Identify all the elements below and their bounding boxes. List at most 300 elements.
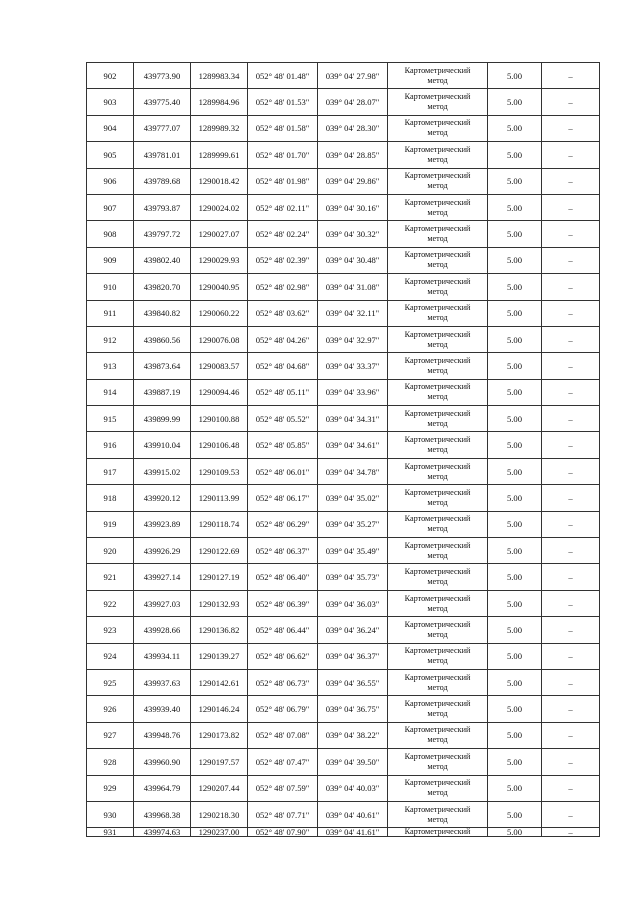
method-cell xyxy=(388,194,488,220)
longitude-cell: 039° 04' 36.37" xyxy=(318,643,388,669)
method-line2: метод xyxy=(427,365,448,375)
longitude-cell: 039° 04' 33.37" xyxy=(318,353,388,379)
method-cell xyxy=(388,326,488,352)
description-cell: – xyxy=(542,300,600,326)
description-cell: – xyxy=(542,590,600,616)
method-cell xyxy=(388,274,488,300)
latitude-cell: 052° 48' 07.90" xyxy=(248,828,318,837)
latitude-cell: 052° 48' 03.62" xyxy=(248,300,318,326)
point-number-cell: 914 xyxy=(87,379,134,405)
x-coordinate-cell: 439960.90 xyxy=(134,749,191,775)
description-cell: – xyxy=(542,194,600,220)
method-cell xyxy=(388,485,488,511)
table-row xyxy=(87,194,600,220)
point-number-cell: 903 xyxy=(87,89,134,115)
longitude-cell: 039° 04' 30.16" xyxy=(318,194,388,220)
description-cell: – xyxy=(542,801,600,827)
method-line1: Картометрический xyxy=(404,197,471,207)
method-line1: Картометрический xyxy=(404,171,471,181)
y-coordinate-cell: 1290207.44 xyxy=(191,775,248,801)
method-cell xyxy=(388,353,488,379)
table-row xyxy=(87,643,600,669)
description-cell: – xyxy=(542,406,600,432)
accuracy-cell: 5.00 xyxy=(488,696,542,722)
table-row xyxy=(87,115,600,141)
table-row xyxy=(87,511,600,537)
longitude-cell: 039° 04' 36.24" xyxy=(318,617,388,643)
latitude-cell: 052° 48' 06.17" xyxy=(248,485,318,511)
y-coordinate-cell: 1289984.96 xyxy=(191,89,248,115)
accuracy-cell: 5.00 xyxy=(488,247,542,273)
longitude-cell: 039° 04' 34.61" xyxy=(318,432,388,458)
method-cell xyxy=(388,406,488,432)
accuracy-cell: 5.00 xyxy=(488,669,542,695)
point-number-cell: 907 xyxy=(87,194,134,220)
latitude-cell: 052° 48' 06.01" xyxy=(248,458,318,484)
description-cell: – xyxy=(542,247,600,273)
method-line1: Картометрический xyxy=(404,725,471,735)
accuracy-cell: 5.00 xyxy=(488,326,542,352)
latitude-cell: 052° 48' 06.40" xyxy=(248,564,318,590)
method-line2: метод xyxy=(427,260,448,270)
accuracy-cell: 5.00 xyxy=(488,353,542,379)
method-line1: Картометрический xyxy=(404,382,471,392)
y-coordinate-cell: 1290094.46 xyxy=(191,379,248,405)
x-coordinate-cell: 439773.90 xyxy=(134,63,191,89)
accuracy-cell: 5.00 xyxy=(488,458,542,484)
point-number-cell: 918 xyxy=(87,485,134,511)
description-cell: – xyxy=(542,538,600,564)
accuracy-cell: 5.00 xyxy=(488,432,542,458)
table-row xyxy=(87,564,600,590)
y-coordinate-cell: 1290027.07 xyxy=(191,221,248,247)
y-coordinate-cell: 1290060.22 xyxy=(191,300,248,326)
method-cell xyxy=(388,63,488,89)
longitude-cell: 039° 04' 35.27" xyxy=(318,511,388,537)
y-coordinate-cell: 1289983.34 xyxy=(191,63,248,89)
table-row xyxy=(87,538,600,564)
table-row xyxy=(87,221,600,247)
method-line2: метод xyxy=(427,788,448,798)
table-row xyxy=(87,775,600,801)
table-row xyxy=(87,828,600,837)
y-coordinate-cell: 1290132.93 xyxy=(191,590,248,616)
x-coordinate-cell: 439910.04 xyxy=(134,432,191,458)
y-coordinate-cell: 1290029.93 xyxy=(191,247,248,273)
table-row xyxy=(87,168,600,194)
x-coordinate-cell: 439860.56 xyxy=(134,326,191,352)
point-number-cell: 920 xyxy=(87,538,134,564)
x-coordinate-cell: 439928.66 xyxy=(134,617,191,643)
latitude-cell: 052° 48' 02.39" xyxy=(248,247,318,273)
method-cell xyxy=(388,115,488,141)
x-coordinate-cell: 439797.72 xyxy=(134,221,191,247)
description-cell: – xyxy=(542,485,600,511)
x-coordinate-cell: 439899.99 xyxy=(134,406,191,432)
point-number-cell: 927 xyxy=(87,722,134,748)
method-line2: метод xyxy=(427,550,448,560)
y-coordinate-cell: 1290146.24 xyxy=(191,696,248,722)
accuracy-cell: 5.00 xyxy=(488,722,542,748)
x-coordinate-cell: 439802.40 xyxy=(134,247,191,273)
point-number-cell: 911 xyxy=(87,300,134,326)
y-coordinate-cell: 1290197.57 xyxy=(191,749,248,775)
point-number-cell: 923 xyxy=(87,617,134,643)
method-cell xyxy=(388,89,488,115)
y-coordinate-cell: 1290237.00 xyxy=(191,828,248,837)
method-line1: Картометрический xyxy=(404,567,471,577)
point-number-cell: 915 xyxy=(87,406,134,432)
y-coordinate-cell: 1290109.53 xyxy=(191,458,248,484)
latitude-cell: 052° 48' 06.73" xyxy=(248,669,318,695)
method-line2: метод xyxy=(427,656,448,666)
method-line1: Картометрический xyxy=(404,92,471,102)
x-coordinate-cell: 439781.01 xyxy=(134,142,191,168)
x-coordinate-cell: 439927.03 xyxy=(134,590,191,616)
table-row xyxy=(87,63,600,89)
table-row xyxy=(87,722,600,748)
description-cell: – xyxy=(542,722,600,748)
method-line1: Картометрический xyxy=(404,355,471,365)
method-line2: метод xyxy=(427,471,448,481)
accuracy-cell: 5.00 xyxy=(488,194,542,220)
method-cell xyxy=(388,221,488,247)
method-line1: Картометрический xyxy=(404,461,471,471)
method-line2: метод xyxy=(427,445,448,455)
longitude-cell: 039° 04' 33.96" xyxy=(318,379,388,405)
table-row xyxy=(87,379,600,405)
method-line1: Картометрический xyxy=(404,593,471,603)
latitude-cell: 052° 48' 01.70" xyxy=(248,142,318,168)
table-row xyxy=(87,247,600,273)
y-coordinate-cell: 1290040.95 xyxy=(191,274,248,300)
latitude-cell: 052° 48' 07.47" xyxy=(248,749,318,775)
accuracy-cell: 5.00 xyxy=(488,749,542,775)
method-line1: Картометрический xyxy=(404,804,471,814)
method-line1: Картометрический xyxy=(404,699,471,709)
method-line2: метод xyxy=(427,181,448,191)
x-coordinate-cell: 439777.07 xyxy=(134,115,191,141)
method-line1: Картометрический xyxy=(404,303,471,313)
table-row xyxy=(87,353,600,379)
point-number-cell: 931 xyxy=(87,828,134,837)
method-line2: метод xyxy=(427,102,448,112)
method-line1: Картометрический xyxy=(404,144,471,154)
method-line1: Картометрический xyxy=(404,619,471,629)
method-line1: Картометрический xyxy=(404,329,471,339)
y-coordinate-cell: 1290018.42 xyxy=(191,168,248,194)
method-line1: Картометрический xyxy=(404,276,471,286)
method-cell xyxy=(388,828,488,837)
longitude-cell: 039° 04' 32.97" xyxy=(318,326,388,352)
longitude-cell: 039° 04' 30.32" xyxy=(318,221,388,247)
method-line2: метод xyxy=(427,207,448,217)
y-coordinate-cell: 1290173.82 xyxy=(191,722,248,748)
point-number-cell: 909 xyxy=(87,247,134,273)
point-number-cell: 922 xyxy=(87,590,134,616)
description-cell: – xyxy=(542,617,600,643)
description-cell: – xyxy=(542,432,600,458)
method-line1: Картометрический xyxy=(404,118,471,128)
table-row xyxy=(87,749,600,775)
latitude-cell: 052° 48' 02.98" xyxy=(248,274,318,300)
x-coordinate-cell: 439927.14 xyxy=(134,564,191,590)
table-row xyxy=(87,590,600,616)
method-cell xyxy=(388,643,488,669)
table-row xyxy=(87,617,600,643)
latitude-cell: 052° 48' 07.59" xyxy=(248,775,318,801)
table-row xyxy=(87,142,600,168)
point-number-cell: 905 xyxy=(87,142,134,168)
longitude-cell: 039° 04' 27.98" xyxy=(318,63,388,89)
method-line1: Картометрический xyxy=(404,827,471,837)
method-cell xyxy=(388,432,488,458)
latitude-cell: 052° 48' 04.68" xyxy=(248,353,318,379)
accuracy-cell: 5.00 xyxy=(488,379,542,405)
coordinates-table xyxy=(86,62,600,837)
longitude-cell: 039° 04' 41.61" xyxy=(318,828,388,837)
y-coordinate-cell: 1290100.88 xyxy=(191,406,248,432)
method-line2: метод xyxy=(427,761,448,771)
point-number-cell: 912 xyxy=(87,326,134,352)
table-row xyxy=(87,300,600,326)
point-number-cell: 925 xyxy=(87,669,134,695)
x-coordinate-cell: 439968.38 xyxy=(134,801,191,827)
longitude-cell: 039° 04' 30.48" xyxy=(318,247,388,273)
latitude-cell: 052° 48' 06.29" xyxy=(248,511,318,537)
accuracy-cell: 5.00 xyxy=(488,564,542,590)
table-row xyxy=(87,432,600,458)
point-number-cell: 910 xyxy=(87,274,134,300)
longitude-cell: 039° 04' 28.30" xyxy=(318,115,388,141)
description-cell: – xyxy=(542,221,600,247)
method-line2: метод xyxy=(427,418,448,428)
method-cell xyxy=(388,247,488,273)
longitude-cell: 039° 04' 31.08" xyxy=(318,274,388,300)
method-line2: метод xyxy=(427,682,448,692)
longitude-cell: 039° 04' 36.03" xyxy=(318,590,388,616)
method-cell xyxy=(388,749,488,775)
method-line1: Картометрический xyxy=(404,751,471,761)
accuracy-cell: 5.00 xyxy=(488,511,542,537)
accuracy-cell: 5.00 xyxy=(488,406,542,432)
x-coordinate-cell: 439923.89 xyxy=(134,511,191,537)
longitude-cell: 039° 04' 34.31" xyxy=(318,406,388,432)
y-coordinate-cell: 1290136.82 xyxy=(191,617,248,643)
method-cell xyxy=(388,617,488,643)
longitude-cell: 039° 04' 28.85" xyxy=(318,142,388,168)
y-coordinate-cell: 1289999.61 xyxy=(191,142,248,168)
method-cell xyxy=(388,142,488,168)
table-row xyxy=(87,326,600,352)
accuracy-cell: 5.00 xyxy=(488,485,542,511)
method-cell xyxy=(388,669,488,695)
method-line1: Картометрический xyxy=(404,778,471,788)
point-number-cell: 916 xyxy=(87,432,134,458)
latitude-cell: 052° 48' 01.58" xyxy=(248,115,318,141)
method-line2: метод xyxy=(427,313,448,323)
longitude-cell: 039° 04' 35.49" xyxy=(318,538,388,564)
longitude-cell: 039° 04' 36.75" xyxy=(318,696,388,722)
point-number-cell: 930 xyxy=(87,801,134,827)
point-number-cell: 902 xyxy=(87,63,134,89)
point-number-cell: 928 xyxy=(87,749,134,775)
latitude-cell: 052° 48' 02.11" xyxy=(248,194,318,220)
method-cell xyxy=(388,564,488,590)
x-coordinate-cell: 439789.68 xyxy=(134,168,191,194)
latitude-cell: 052° 48' 01.98" xyxy=(248,168,318,194)
description-cell: – xyxy=(542,775,600,801)
accuracy-cell: 5.00 xyxy=(488,115,542,141)
y-coordinate-cell: 1290122.69 xyxy=(191,538,248,564)
method-line1: Картометрический xyxy=(404,514,471,524)
y-coordinate-cell: 1290083.57 xyxy=(191,353,248,379)
x-coordinate-cell: 439915.02 xyxy=(134,458,191,484)
y-coordinate-cell: 1290106.48 xyxy=(191,432,248,458)
latitude-cell: 052° 48' 05.11" xyxy=(248,379,318,405)
y-coordinate-cell: 1290024.02 xyxy=(191,194,248,220)
longitude-cell: 039° 04' 29.86" xyxy=(318,168,388,194)
description-cell: – xyxy=(542,274,600,300)
latitude-cell: 052° 48' 04.26" xyxy=(248,326,318,352)
method-cell xyxy=(388,775,488,801)
latitude-cell: 052° 48' 05.85" xyxy=(248,432,318,458)
table-row xyxy=(87,485,600,511)
method-line2: метод xyxy=(427,709,448,719)
accuracy-cell: 5.00 xyxy=(488,221,542,247)
x-coordinate-cell: 439939.40 xyxy=(134,696,191,722)
table-row xyxy=(87,274,600,300)
longitude-cell: 039° 04' 32.11" xyxy=(318,300,388,326)
table-row xyxy=(87,458,600,484)
x-coordinate-cell: 439920.12 xyxy=(134,485,191,511)
latitude-cell: 052° 48' 02.24" xyxy=(248,221,318,247)
method-line2: метод xyxy=(427,497,448,507)
method-line1: Картометрический xyxy=(404,487,471,497)
y-coordinate-cell: 1290142.61 xyxy=(191,669,248,695)
method-cell xyxy=(388,511,488,537)
accuracy-cell: 5.00 xyxy=(488,274,542,300)
accuracy-cell: 5.00 xyxy=(488,828,542,837)
latitude-cell: 052° 48' 07.08" xyxy=(248,722,318,748)
point-number-cell: 904 xyxy=(87,115,134,141)
method-line2: метод xyxy=(427,629,448,639)
point-number-cell: 924 xyxy=(87,643,134,669)
latitude-cell: 052° 48' 06.44" xyxy=(248,617,318,643)
description-cell: – xyxy=(542,564,600,590)
longitude-cell: 039° 04' 34.78" xyxy=(318,458,388,484)
method-line2: метод xyxy=(427,814,448,824)
point-number-cell: 926 xyxy=(87,696,134,722)
x-coordinate-cell: 439964.79 xyxy=(134,775,191,801)
point-number-cell: 921 xyxy=(87,564,134,590)
x-coordinate-cell: 439974.63 xyxy=(134,828,191,837)
x-coordinate-cell: 439948.76 xyxy=(134,722,191,748)
table-row xyxy=(87,89,600,115)
y-coordinate-cell: 1290076.08 xyxy=(191,326,248,352)
x-coordinate-cell: 439937.63 xyxy=(134,669,191,695)
method-line2: метод xyxy=(427,75,448,85)
method-line2: метод xyxy=(427,524,448,534)
x-coordinate-cell: 439775.40 xyxy=(134,89,191,115)
y-coordinate-cell: 1290118.74 xyxy=(191,511,248,537)
method-cell xyxy=(388,538,488,564)
method-line1: Картометрический xyxy=(404,408,471,418)
latitude-cell: 052° 48' 01.48" xyxy=(248,63,318,89)
point-number-cell: 908 xyxy=(87,221,134,247)
method-line2: метод xyxy=(427,286,448,296)
method-line2: метод xyxy=(427,603,448,613)
longitude-cell: 039° 04' 40.03" xyxy=(318,775,388,801)
description-cell: – xyxy=(542,115,600,141)
latitude-cell: 052° 48' 06.79" xyxy=(248,696,318,722)
longitude-cell: 039° 04' 39.50" xyxy=(318,749,388,775)
accuracy-cell: 5.00 xyxy=(488,63,542,89)
method-line2: метод xyxy=(427,234,448,244)
method-line2: метод xyxy=(427,128,448,138)
method-line1: Картометрический xyxy=(404,646,471,656)
description-cell: – xyxy=(542,828,600,837)
description-cell: – xyxy=(542,379,600,405)
longitude-cell: 039° 04' 40.61" xyxy=(318,801,388,827)
accuracy-cell: 5.00 xyxy=(488,300,542,326)
method-cell xyxy=(388,379,488,405)
method-line1: Картометрический xyxy=(404,65,471,75)
method-line1: Картометрический xyxy=(404,250,471,260)
latitude-cell: 052° 48' 05.52" xyxy=(248,406,318,432)
method-cell xyxy=(388,722,488,748)
y-coordinate-cell: 1289989.32 xyxy=(191,115,248,141)
method-cell xyxy=(388,801,488,827)
accuracy-cell: 5.00 xyxy=(488,801,542,827)
longitude-cell: 039° 04' 38.22" xyxy=(318,722,388,748)
point-number-cell: 929 xyxy=(87,775,134,801)
accuracy-cell: 5.00 xyxy=(488,168,542,194)
x-coordinate-cell: 439820.70 xyxy=(134,274,191,300)
method-line2: метод xyxy=(427,392,448,402)
table-row xyxy=(87,696,600,722)
method-cell xyxy=(388,590,488,616)
method-line1: Картометрический xyxy=(404,540,471,550)
x-coordinate-cell: 439793.87 xyxy=(134,194,191,220)
longitude-cell: 039° 04' 36.55" xyxy=(318,669,388,695)
description-cell: – xyxy=(542,63,600,89)
point-number-cell: 917 xyxy=(87,458,134,484)
method-line2: метод xyxy=(427,735,448,745)
table-row xyxy=(87,406,600,432)
longitude-cell: 039° 04' 28.07" xyxy=(318,89,388,115)
description-cell: – xyxy=(542,353,600,379)
x-coordinate-cell: 439934.11 xyxy=(134,643,191,669)
x-coordinate-cell: 439887.19 xyxy=(134,379,191,405)
description-cell: – xyxy=(542,142,600,168)
description-cell: – xyxy=(542,669,600,695)
accuracy-cell: 5.00 xyxy=(488,590,542,616)
latitude-cell: 052° 48' 07.71" xyxy=(248,801,318,827)
accuracy-cell: 5.00 xyxy=(488,617,542,643)
latitude-cell: 052° 48' 06.39" xyxy=(248,590,318,616)
table-body xyxy=(87,63,600,837)
method-line1: Картометрический xyxy=(404,672,471,682)
y-coordinate-cell: 1290113.99 xyxy=(191,485,248,511)
accuracy-cell: 5.00 xyxy=(488,89,542,115)
x-coordinate-cell: 439926.29 xyxy=(134,538,191,564)
accuracy-cell: 5.00 xyxy=(488,775,542,801)
description-cell: – xyxy=(542,326,600,352)
method-line1: Картометрический xyxy=(404,435,471,445)
table-row xyxy=(87,801,600,827)
longitude-cell: 039° 04' 35.73" xyxy=(318,564,388,590)
